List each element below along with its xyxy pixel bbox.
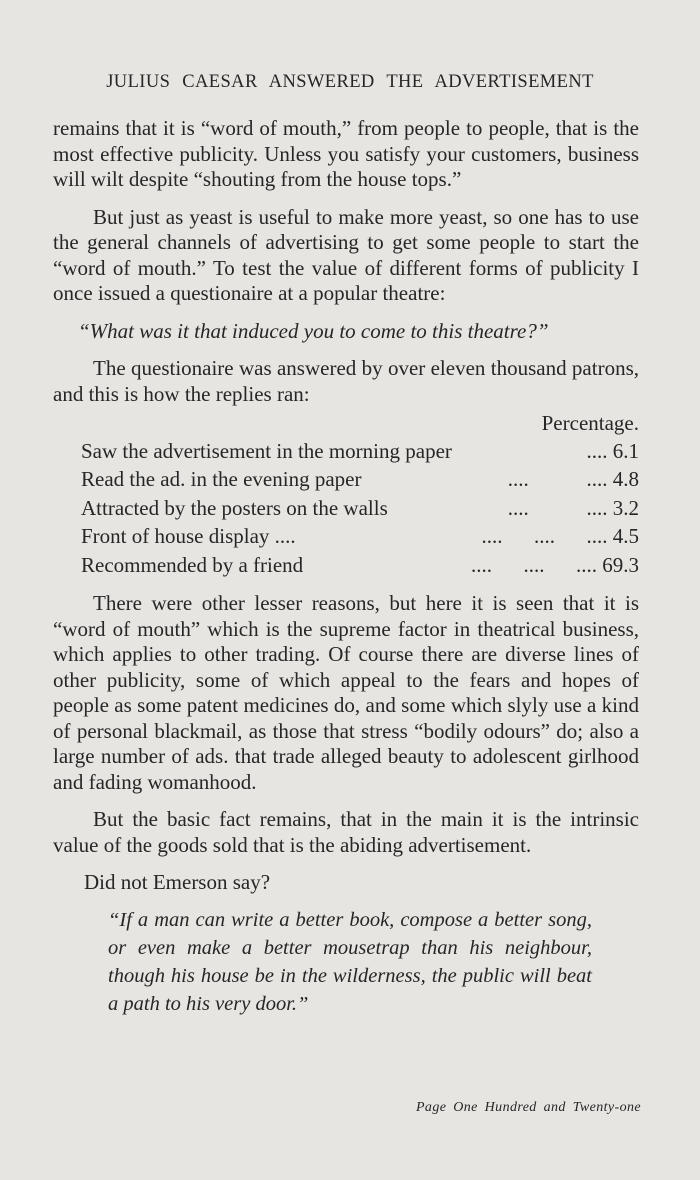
table-row — [81, 437, 639, 466]
row-value: .... 6.1 — [586, 438, 639, 463]
paragraph-3: The questionaire was answered by over eleven thousand patrons, and this is how the replies ran: — [53, 356, 639, 406]
paragraph-2: But just as yeast is useful to make more yeast, so one has to use the general channels of advertising to get some people to start the “word of mouth.” To test the value of different forms of publicity I once issued a questionaire at a popular theatre: — [53, 204, 639, 305]
row-value: .... .... 3.2 — [507, 495, 639, 520]
table-row — [81, 494, 639, 523]
row-label: Saw the advertisement in the morning paper — [81, 438, 452, 463]
emerson-intro: Did not Emerson say? — [84, 870, 271, 894]
paragraph-1: remains that it is “word of mouth,” from people to people, that is the most effective publicity. Unless you satisfy your customers, business will wilt despite “shouting from the house tops.” — [53, 116, 639, 191]
emerson-quote-text: “If a man can write a better book, compose a better song, or even make a better mousetrap than his neighbour, though his house be in the wilderness, the public will beat a path to his very door.” — [108, 908, 592, 1015]
row-label: Read the ad. in the evening paper — [81, 467, 362, 491]
questionnaire-question: “What was it that induced you to come to this theatre?” — [78, 318, 549, 343]
row-label: Front of house display .... — [81, 524, 296, 548]
table-row — [81, 465, 639, 494]
row-label: Recommended by a friend — [81, 552, 304, 577]
table-row — [81, 551, 639, 580]
emerson-quotation — [53, 906, 639, 1018]
percentage-column-header: Percentage. — [541, 411, 639, 435]
paragraph-4: There were other lesser reasons, but here it is seen that it is “word of mouth” which is the supreme factor in theatrical business, which applies to other trading. Of course there are diverse lines of other publicity, some of which appeal to the fears and hopes of people as some patent medicines do, and some which slyly use a kind of personal blackmail, as those that stress “bodily odours” do; also a large number of ads. that trade alleged beauty to adolescent girlhood and fading womanhood. — [53, 591, 639, 794]
row-value: .... .... .... 4.5 — [481, 524, 639, 548]
running-header: JULIUS CAESAR ANSWERED THE ADVERTISEMENT — [106, 72, 594, 92]
row-label: Attracted by the posters on the walls — [81, 495, 388, 520]
row-value: .... .... 4.8 — [507, 467, 639, 491]
survey-results-table — [53, 411, 639, 579]
table-row — [81, 522, 639, 551]
row-value: .... .... .... 69.3 — [471, 552, 639, 577]
paragraph-5: But the basic fact remains, that in the main it is the intrinsic value of the goods sold that is the abiding advertisement. — [53, 807, 639, 857]
page-body — [53, 116, 639, 1018]
page-number: Page One Hundred and Twenty-one — [415, 1100, 641, 1115]
